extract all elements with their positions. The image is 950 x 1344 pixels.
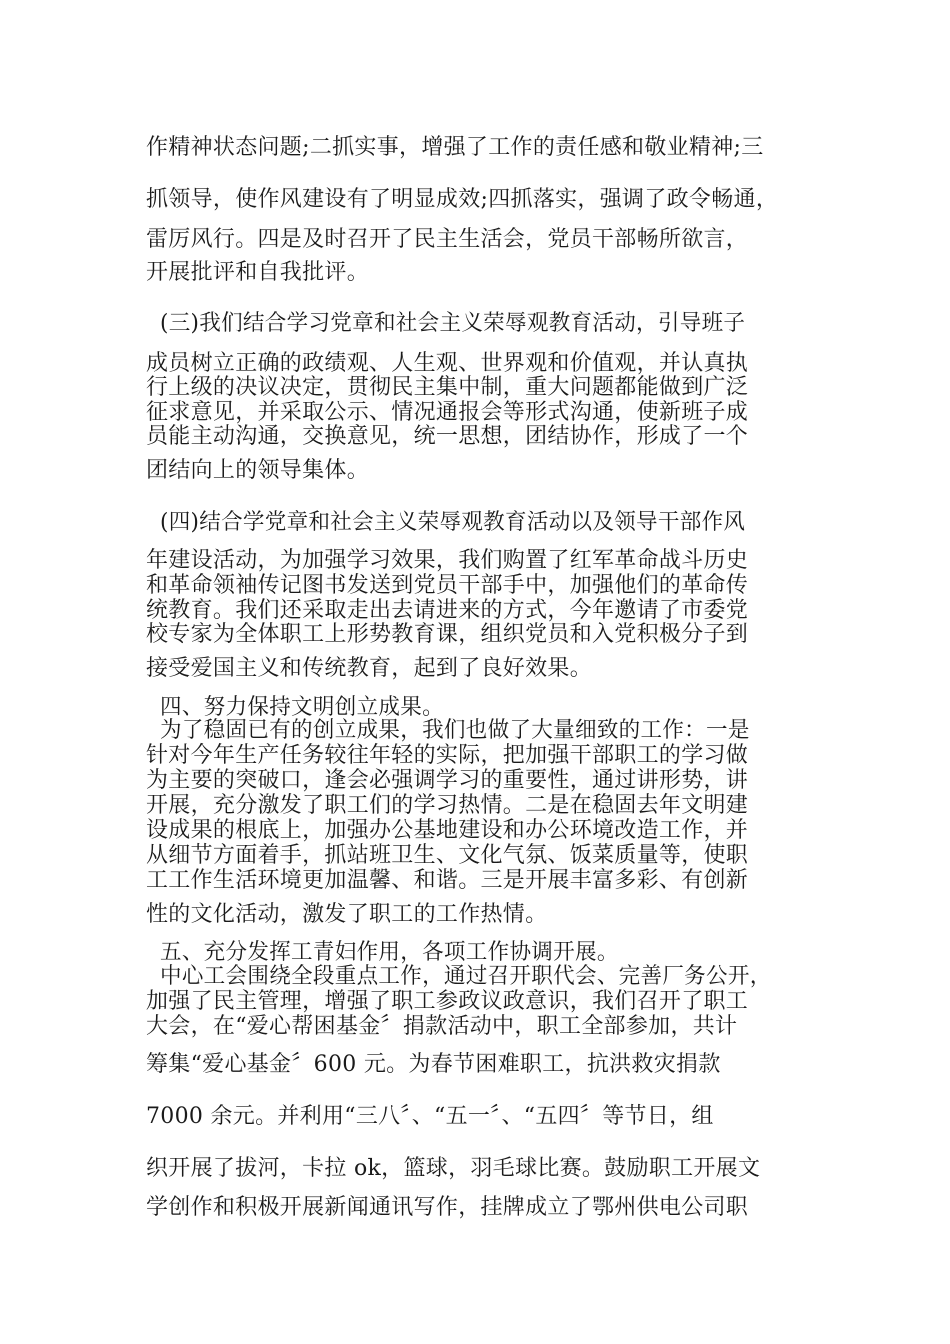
text-line: 团结向上的领导集体。 <box>146 458 370 483</box>
text-line: 筹集“爱心基金〞600 元。为春节困难职工，抗洪救灾捐款 <box>146 1052 721 1077</box>
text-line: 工工作生活环境更加温馨、和谐。三是开展丰富多彩、有创新 <box>146 868 749 893</box>
text-line: 织开展了拔河，卡拉 ok，篮球，羽毛球比赛。鼓励职工开展文 <box>146 1156 761 1181</box>
text-line: 针对今年生产任务较往年轻的实际，把加强干部职工的学习做 <box>146 743 749 768</box>
text-line: 从细节方面着手，抓站班卫生、文化气氛、饭菜质量等，使职 <box>146 843 749 868</box>
section-heading: 四、努力保持文明创立成果。 <box>160 695 444 720</box>
text-line: 雷厉风行。四是及时召开了民主生活会，党员干部畅所欲言， <box>146 227 749 252</box>
text-line: 员能主动沟通，交换意见，统一思想，团结协作，形成了一个 <box>146 424 749 449</box>
text-line: 学创作和积极开展新闻通讯写作，挂牌成立了鄂州供电公司职 <box>146 1195 749 1220</box>
text-line: 统教育。我们还采取走出去请进来的方式，今年邀请了市委党 <box>146 598 749 623</box>
text-line: 和革命领袖传记图书发送到党员干部手中，加强他们的革命传 <box>146 573 749 598</box>
text-line: 行上级的决议决定，贯彻民主集中制，重大问题都能做到广泛 <box>146 375 749 400</box>
section-heading: 五、充分发挥工青妇作用，各项工作协调开展。 <box>160 940 619 965</box>
text-line: 设成果的根底上，加强办公基地建设和办公环境改造工作，并 <box>146 818 749 843</box>
text-line: 成员树立正确的政绩观、人生观、世界观和价值观，并认真执 <box>146 351 749 376</box>
text-line: 接受爱国主义和传统教育，起到了良好效果。 <box>146 656 593 681</box>
text-line: 为了稳固已有的创立成果，我们也做了大量细致的工作：一是 <box>160 718 750 743</box>
text-line: 抓领导，使作风建设有了明显成效;四抓落实，强调了政令畅通， <box>146 187 779 212</box>
text-line: 征求意见，并采取公示、情况通报会等形式沟通，使新班子成 <box>146 400 749 425</box>
text-line: 为主要的突破口，逢会必强调学习的重要性，通过讲形势，讲 <box>146 768 749 793</box>
text-line: (三)我们结合学习党章和社会主义荣辱观教育活动，引导班子 <box>160 311 746 336</box>
text-line: 作精神状态问题;二抓实事，增强了工作的责任感和敬业精神;三 <box>146 135 764 160</box>
text-line: 中心工会围绕全段重点工作，通过召开职代会、完善厂务公开， <box>160 964 772 989</box>
text-line: 开展批评和自我批评。 <box>146 260 370 285</box>
text-line: 开展，充分激发了职工们的学习热情。二是在稳固去年文明建 <box>146 793 749 818</box>
text-line: 7000 余元。并利用“三八〞、“五一〞、“五四〞等节日，组 <box>146 1104 714 1129</box>
text-line: 校专家为全体职工上形势教育课，组织党员和入党积极分子到 <box>146 622 749 647</box>
text-line: 大会，在“爱心帮困基金〞捐款活动中，职工全部参加，共计 <box>146 1014 738 1039</box>
text-line: 年建设活动，为加强学习效果，我们购置了红军革命战斗历史 <box>146 548 749 573</box>
text-line: 加强了民主管理，增强了职工参政议政意识，我们召开了职工 <box>146 989 749 1014</box>
text-line: 性的文化活动，激发了职工的工作热情。 <box>146 902 548 927</box>
text-line: (四)结合学党章和社会主义荣辱观教育活动以及领导干部作风 <box>160 510 746 535</box>
